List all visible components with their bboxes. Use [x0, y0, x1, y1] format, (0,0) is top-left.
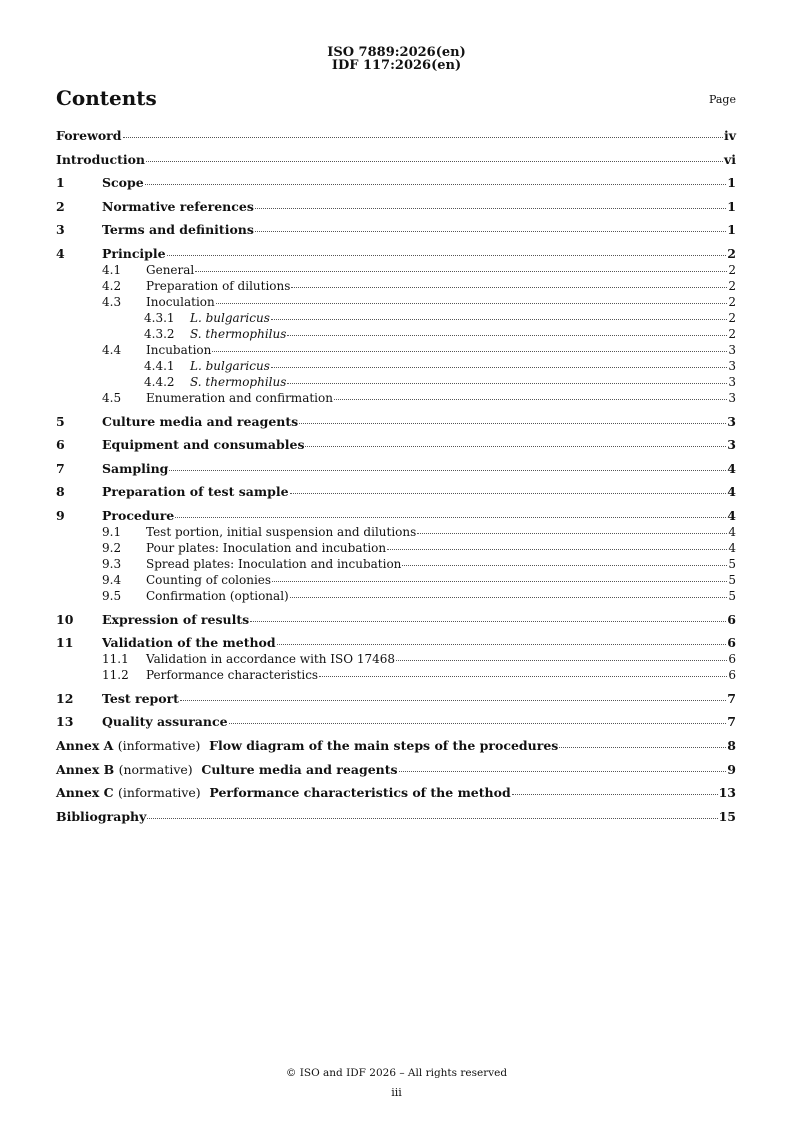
- toc-entry[interactable]: [56, 295, 736, 311]
- toc-entry-page: 5: [728, 588, 736, 603]
- toc-entry[interactable]: [56, 557, 736, 573]
- toc-entry[interactable]: [56, 714, 736, 738]
- toc-entry-number: 4.3: [102, 294, 122, 309]
- toc-entry-number: 2: [56, 198, 65, 214]
- toc-entry-title: Terms and definitions: [102, 222, 254, 238]
- dot-leader: [277, 644, 727, 645]
- table-of-contents: [56, 128, 736, 832]
- toc-entry-page: 2: [728, 310, 736, 325]
- toc-entry-number: 9: [56, 507, 65, 523]
- toc-entry-page: 3: [727, 413, 736, 429]
- contents-title: Contents: [56, 86, 157, 110]
- footer-copyright: © ISO and IDF 2026 – All rights reserved: [285, 1067, 508, 1079]
- header-iso-number: ISO 7889:2026(en): [327, 45, 466, 60]
- toc-entry-page: 4: [727, 460, 736, 476]
- dot-leader: [512, 794, 718, 795]
- toc-entry[interactable]: [56, 128, 736, 152]
- dot-leader: [387, 549, 727, 550]
- dot-leader: [212, 351, 727, 352]
- dot-leader: [559, 747, 726, 748]
- dot-leader: [305, 446, 726, 447]
- toc-entry-title: Test report: [102, 690, 179, 706]
- dot-leader: [291, 287, 727, 288]
- toc-entry-title: Confirmation (optional): [146, 588, 289, 603]
- toc-entry-title: [56, 785, 511, 800]
- dot-leader: [167, 255, 727, 256]
- toc-entry-number: 9.1: [102, 524, 122, 539]
- dot-leader: [399, 771, 727, 772]
- annex-type: (informative): [117, 737, 201, 753]
- dot-leader: [250, 621, 726, 622]
- toc-entry-page: 3: [728, 374, 736, 389]
- dot-leader: [287, 383, 727, 384]
- toc-entry-title: Validation of the method: [102, 635, 276, 651]
- dot-leader: [272, 581, 727, 582]
- dot-leader: [417, 533, 727, 534]
- toc-entry-page: 5: [728, 556, 736, 571]
- page-column-label: Page: [708, 93, 736, 106]
- annex-type: (normative): [118, 761, 193, 777]
- dot-leader: [299, 423, 726, 424]
- dot-leader: [123, 137, 723, 138]
- toc-entry-page: 6: [727, 611, 736, 627]
- toc-entry-page: 2: [728, 262, 736, 277]
- toc-entry-page: 4: [727, 484, 736, 500]
- toc-entry-number: 10: [56, 611, 74, 627]
- toc-entry[interactable]: [56, 199, 736, 223]
- toc-entry-number: 11: [56, 635, 74, 651]
- toc-entry[interactable]: [56, 327, 736, 343]
- toc-entry-title: Preparation of test sample: [102, 484, 289, 500]
- dot-leader: [229, 723, 727, 724]
- dot-leader: [271, 319, 727, 320]
- toc-entry[interactable]: [56, 612, 736, 636]
- toc-entry-title: General: [146, 262, 195, 277]
- toc-entry-number: 7: [56, 460, 65, 476]
- toc-entry-title: S. thermophilus: [190, 326, 287, 341]
- toc-entry-title: Enumeration and confirmation: [146, 390, 333, 405]
- toc-entry-number: 11.1: [102, 651, 129, 666]
- toc-entry-page: iv: [723, 128, 736, 143]
- toc-entry-title: Normative references: [102, 198, 254, 214]
- toc-entry-page: 2: [728, 278, 736, 293]
- toc-entry-number: 11.2: [102, 667, 129, 682]
- toc-entry-title: Culture media and reagents: [102, 413, 299, 429]
- toc-entry-page: 1: [727, 222, 736, 238]
- toc-entry-page: 3: [728, 390, 736, 405]
- dot-leader: [147, 818, 717, 819]
- toc-entry-page: 3: [728, 358, 736, 373]
- toc-entry-page: 15: [718, 808, 736, 824]
- dot-leader: [145, 184, 727, 185]
- toc-entry-title: Principle: [102, 245, 166, 261]
- dot-leader: [396, 660, 727, 661]
- toc-entry-number: 4.4.2: [144, 374, 175, 389]
- toc-entry[interactable]: [56, 461, 736, 485]
- toc-entry-number: 9.3: [102, 556, 122, 571]
- toc-entry[interactable]: [56, 279, 736, 295]
- toc-entry-number: 6: [56, 437, 65, 453]
- toc-entry-number: 12: [56, 690, 74, 706]
- toc-entry-title: Counting of colonies: [146, 572, 272, 587]
- toc-entry-page: 4: [728, 540, 736, 555]
- toc-entry[interactable]: [56, 762, 736, 786]
- footer-page-number: iii: [391, 1086, 402, 1099]
- toc-entry-title: Bibliography: [56, 808, 147, 824]
- dot-leader: [146, 161, 723, 162]
- toc-entry-number: 9.4: [102, 572, 122, 587]
- dot-leader: [402, 565, 727, 566]
- toc-entry[interactable]: [56, 391, 736, 407]
- toc-entry-page: vi: [723, 151, 736, 167]
- toc-entry-number: 4.4.1: [144, 358, 175, 373]
- toc-entry-title: S. thermophilus: [190, 374, 287, 389]
- toc-entry-page: 3: [728, 342, 736, 357]
- toc-entry-title: Equipment and consumables: [102, 437, 305, 453]
- dot-leader: [255, 208, 726, 209]
- toc-entry-title: Foreword: [56, 128, 122, 143]
- toc-entry[interactable]: [56, 359, 736, 375]
- toc-entry-title: Sampling: [102, 460, 169, 476]
- toc-entry-title: Performance characteristics: [146, 667, 319, 682]
- toc-entry-page: 13: [718, 785, 736, 801]
- annex-label: Annex A: [56, 737, 114, 753]
- toc-entry-number: 4.1: [102, 262, 122, 277]
- toc-entry-number: 4: [56, 245, 65, 261]
- toc-entry-number: 5: [56, 413, 65, 429]
- header-idf-number: IDF 117:2026(en): [331, 58, 462, 73]
- toc-entry[interactable]: [56, 691, 736, 715]
- toc-entry-title: Preparation of dilutions: [146, 278, 291, 293]
- toc-entry-number: 4.3.2: [144, 326, 175, 341]
- toc-entry-title: Introduction: [56, 151, 146, 167]
- toc-entry-title: L. bulgaricus: [190, 310, 270, 325]
- toc-entry-title: Spread plates: Inoculation and incubation: [146, 556, 402, 571]
- toc-entry[interactable]: [56, 809, 736, 833]
- toc-entry-title: Pour plates: Inoculation and incubation: [146, 540, 387, 555]
- toc-entry-page: 6: [727, 635, 736, 651]
- dot-leader: [319, 676, 727, 677]
- toc-entry[interactable]: [56, 589, 736, 605]
- dot-leader: [255, 231, 726, 232]
- toc-entry-title: Inoculation: [146, 294, 215, 309]
- annex-type: (informative): [117, 785, 201, 801]
- toc-entry-page: 3: [727, 437, 736, 453]
- dot-leader: [180, 700, 726, 701]
- toc-entry-page: 2: [728, 294, 736, 309]
- dot-leader: [290, 597, 728, 598]
- toc-entry-title: Scope: [102, 175, 144, 191]
- toc-entry-number: 4.5: [102, 390, 122, 405]
- toc-entry-title: [56, 738, 558, 753]
- document-header: [0, 46, 793, 72]
- toc-entry-number: 3: [56, 222, 65, 238]
- toc-entry-page: 2: [728, 326, 736, 341]
- toc-entry-title: Expression of results: [102, 611, 250, 627]
- toc-entry-page: 8: [727, 737, 736, 753]
- toc-entry[interactable]: [56, 785, 736, 809]
- toc-entry[interactable]: [56, 541, 736, 557]
- toc-entry-page: 6: [728, 651, 736, 666]
- toc-entry-page: 1: [727, 198, 736, 214]
- toc-entry[interactable]: [56, 222, 736, 246]
- toc-entry[interactable]: [56, 668, 736, 684]
- toc-entry-title: Incubation: [146, 342, 212, 357]
- toc-entry-page: 9: [727, 761, 736, 777]
- annex-label: Annex B: [56, 761, 115, 777]
- annex-title: Culture media and reagents: [201, 761, 398, 777]
- toc-entry[interactable]: [56, 343, 736, 359]
- dot-leader: [287, 335, 727, 336]
- toc-entry[interactable]: [56, 375, 736, 391]
- dot-leader: [216, 303, 728, 304]
- toc-entry[interactable]: [56, 652, 736, 668]
- toc-entry-number: 13: [56, 714, 74, 730]
- toc-entry-page: 4: [728, 524, 736, 539]
- annex-title: Flow diagram of the main steps of the procedures: [209, 737, 559, 753]
- dot-leader: [271, 367, 727, 368]
- toc-entry[interactable]: [56, 152, 736, 176]
- toc-entry-number: 4.4: [102, 342, 122, 357]
- toc-entry[interactable]: [56, 175, 736, 199]
- toc-entry-title: L. bulgaricus: [190, 358, 270, 373]
- toc-entry-title: Quality assurance: [102, 714, 228, 730]
- annex-label: Annex C: [56, 785, 114, 801]
- toc-entry-number: 9.2: [102, 540, 122, 555]
- toc-entry-title: Test portion, initial suspension and dilutions: [146, 524, 417, 539]
- dot-leader: [290, 493, 727, 494]
- annex-title: Performance characteristics of the method: [209, 785, 511, 801]
- toc-entry-title: Procedure: [102, 507, 175, 523]
- toc-entry[interactable]: [56, 311, 736, 327]
- dot-leader: [169, 470, 726, 471]
- toc-entry[interactable]: [56, 573, 736, 589]
- toc-entry[interactable]: [56, 484, 736, 508]
- toc-entry-number: 8: [56, 484, 65, 500]
- toc-entry[interactable]: [56, 263, 736, 279]
- toc-entry[interactable]: [56, 525, 736, 541]
- dot-leader: [195, 271, 727, 272]
- dot-leader: [175, 517, 726, 518]
- toc-entry-page: 2: [727, 245, 736, 261]
- toc-entry-number: 4.2: [102, 278, 122, 293]
- toc-entry[interactable]: [56, 414, 736, 438]
- toc-entry[interactable]: [56, 437, 736, 461]
- toc-entry-number: 9.5: [102, 588, 122, 603]
- toc-entry-page: 7: [727, 690, 736, 706]
- toc-entry-title: Validation in accordance with ISO 17468: [146, 651, 396, 666]
- toc-entry-number: 1: [56, 175, 65, 191]
- toc-entry-page: 7: [727, 714, 736, 730]
- toc-entry-page: 6: [728, 667, 736, 682]
- toc-entry-title: [56, 762, 398, 777]
- toc-entry-page: 5: [728, 572, 736, 587]
- toc-entry[interactable]: [56, 738, 736, 762]
- toc-entry-page: 4: [727, 507, 736, 523]
- toc-entry-page: 1: [727, 175, 736, 191]
- dot-leader: [334, 399, 727, 400]
- toc-entry-number: 4.3.1: [144, 310, 175, 325]
